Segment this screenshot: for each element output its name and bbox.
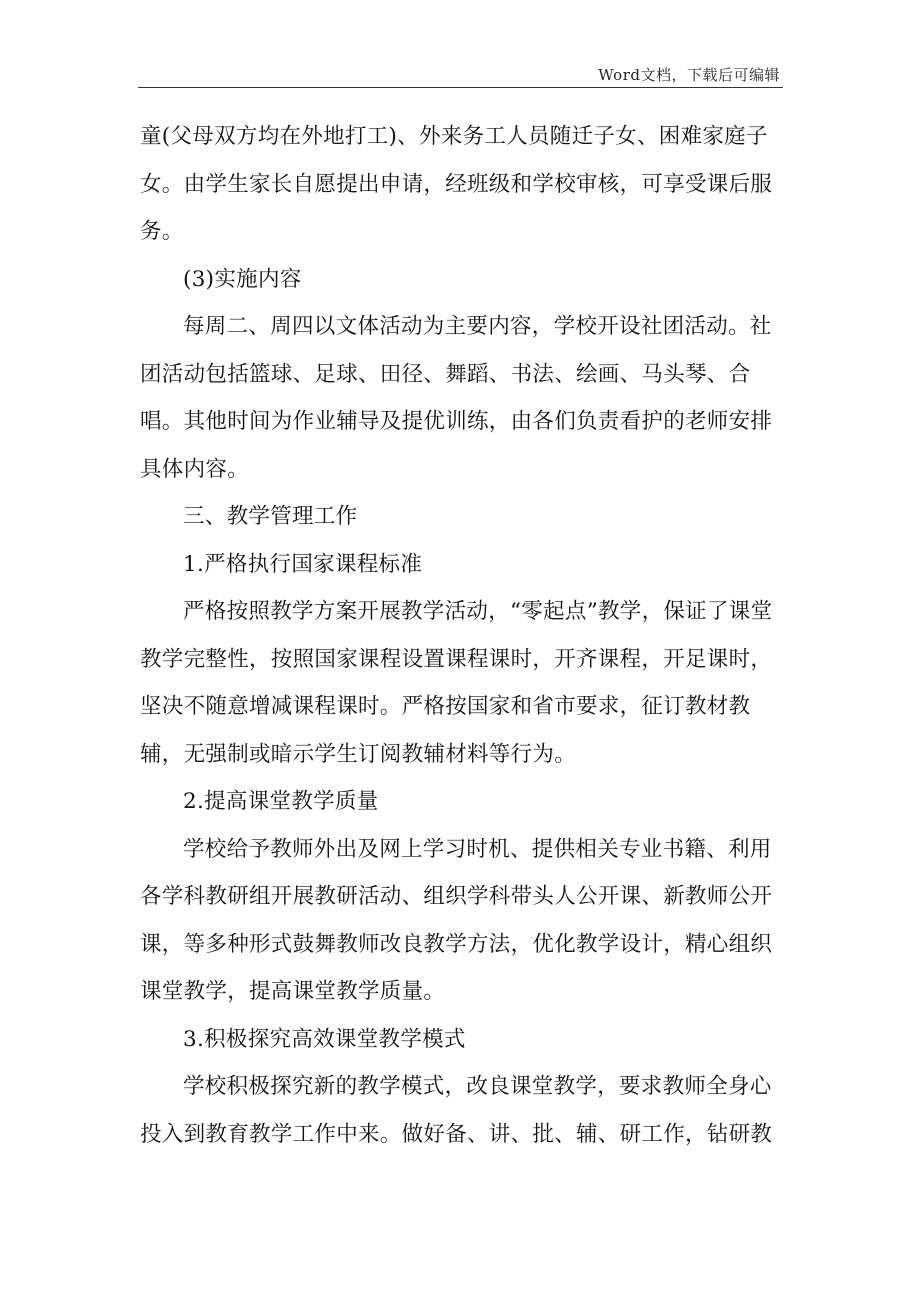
paragraph-line: 投入到教育教学工作中来。做好备、讲、批、辅、研工作，钻研教 [140,1121,773,1147]
paragraph-line: 女。由学生家长自愿提出申请，经班级和学校审核，可享受课后服 [140,171,773,197]
paragraph-line: 辅，无强制或暗示学生订阅教辅材料等行为。 [140,741,577,767]
paragraph-first-line: 每周二、周四以文体活动为主要内容，学校开设社团活动。社 [183,314,772,339]
paragraph-line: 坚决不随意增减课程课时。严格按国家和省市要求，征订教材教 [140,694,751,719]
paragraph-first-line: 3.积极探究高效课堂教学模式 [183,1026,466,1052]
paragraph-first-line: (3)实施内容 [183,266,302,292]
page-header-text: Word文档，下载后可编辑 [598,66,780,84]
header-divider [138,87,783,88]
paragraph-first-line: 1.严格执行国家课程标准 [183,551,423,577]
paragraph-first-line: 学校积极探究新的教学模式，改良课堂教学，要求教师全身心 [183,1074,772,1099]
paragraph-line: 童(父母双方均在外地打工)、外来务工人员随迁子女、困难家庭子 [140,124,768,149]
paragraph-first-line: 三、教学管理工作 [183,504,358,529]
paragraph-line: 唱。其他时间为作业辅导及提优训练，由各们负责看护的老师安排 [140,409,773,434]
paragraph-line: 团活动包括篮球、足球、田径、舞蹈、书法、绘画、马头琴、合 [140,361,751,387]
paragraph-line: 课，等多种形式鼓舞教师改良教学方法，优化教学设计，精心组织 [140,931,773,957]
paragraph-first-line: 2.提高课堂教学质量 [183,789,379,814]
document-body [140,113,780,1158]
paragraph-first-line: 学校给予教师外出及网上学习时机、提供相关专业书籍、利用 [183,836,772,862]
paragraph-line: 各学科教研组开展教研活动、组织学科带头人公开课、新教师公开 [140,884,773,909]
paragraph-line: 教学完整性，按照国家课程设置课程课时，开齐课程，开足课时， [140,646,773,672]
paragraph-line: 务。 [140,219,184,244]
paragraph-first-line: 严格按照教学方案开展教学活动，“零起点”教学，保证了课堂 [183,599,773,624]
paragraph-line: 课堂教学，提高课堂教学质量。 [140,979,446,1004]
paragraph-line: 具体内容。 [140,456,250,482]
